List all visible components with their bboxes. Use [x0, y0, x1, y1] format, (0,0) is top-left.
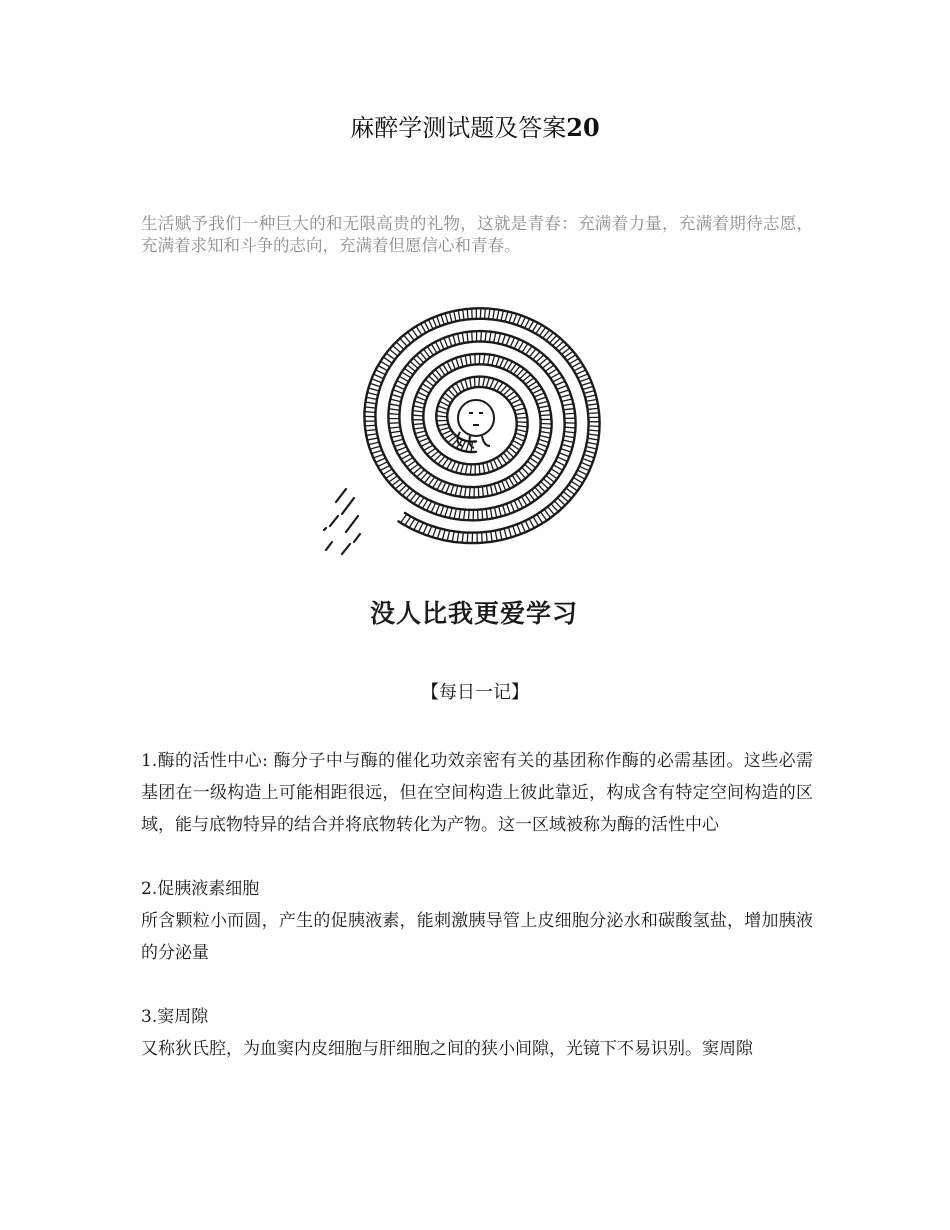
entry-heading: 2.促胰液素细胞 [141, 879, 260, 899]
illustration-caption: 没人比我更爱学习 [369, 599, 579, 628]
spiral-drawing [310, 292, 638, 638]
motion-marks [324, 489, 360, 554]
entry-item [141, 745, 813, 841]
entry-text: 1.酶的活性中心: 酶分子中与酶的催化功效亲密有关的基团称作酶的必需基团。这些必需基团在一级构造上可能相距很远，但在空间构造上彼此靠近，构成含有特定空间构造的区域，能与底物特异的结合并将底物转化为产物。这一区域被称为酶的活性中心 [141, 751, 813, 835]
entry-heading: 3.窦周隙 [141, 1007, 209, 1027]
title-text: 麻醉学测试题及答案 [350, 114, 567, 142]
spiral-lines [364, 308, 599, 543]
entry-text: 所含颗粒小而圆，产生的促胰液素，能刺激胰导管上皮细胞分泌水和碳酸氢盐，增加胰液的分泌量 [141, 911, 813, 963]
intro-paragraph: 生活赋予我们一种巨大的和无限高贵的礼物，这就是青春：充满着力量，充满着期待志愿，充满着求知和斗争的志向，充满着但愿信心和青春。 [141, 214, 813, 255]
spiral-illustration [310, 292, 638, 638]
entry-item [141, 873, 813, 969]
entry-item [141, 1001, 813, 1065]
daily-heading: 【每日一记】 [421, 682, 529, 703]
entries-list [141, 745, 813, 1065]
document-title [0, 112, 950, 144]
entry-text: 又称狄氏腔，为血窦内皮细胞与肝细胞之间的狭小间隙，光镜下不易识别。窦周隙 [141, 1039, 753, 1059]
title-number: 20 [566, 113, 600, 142]
